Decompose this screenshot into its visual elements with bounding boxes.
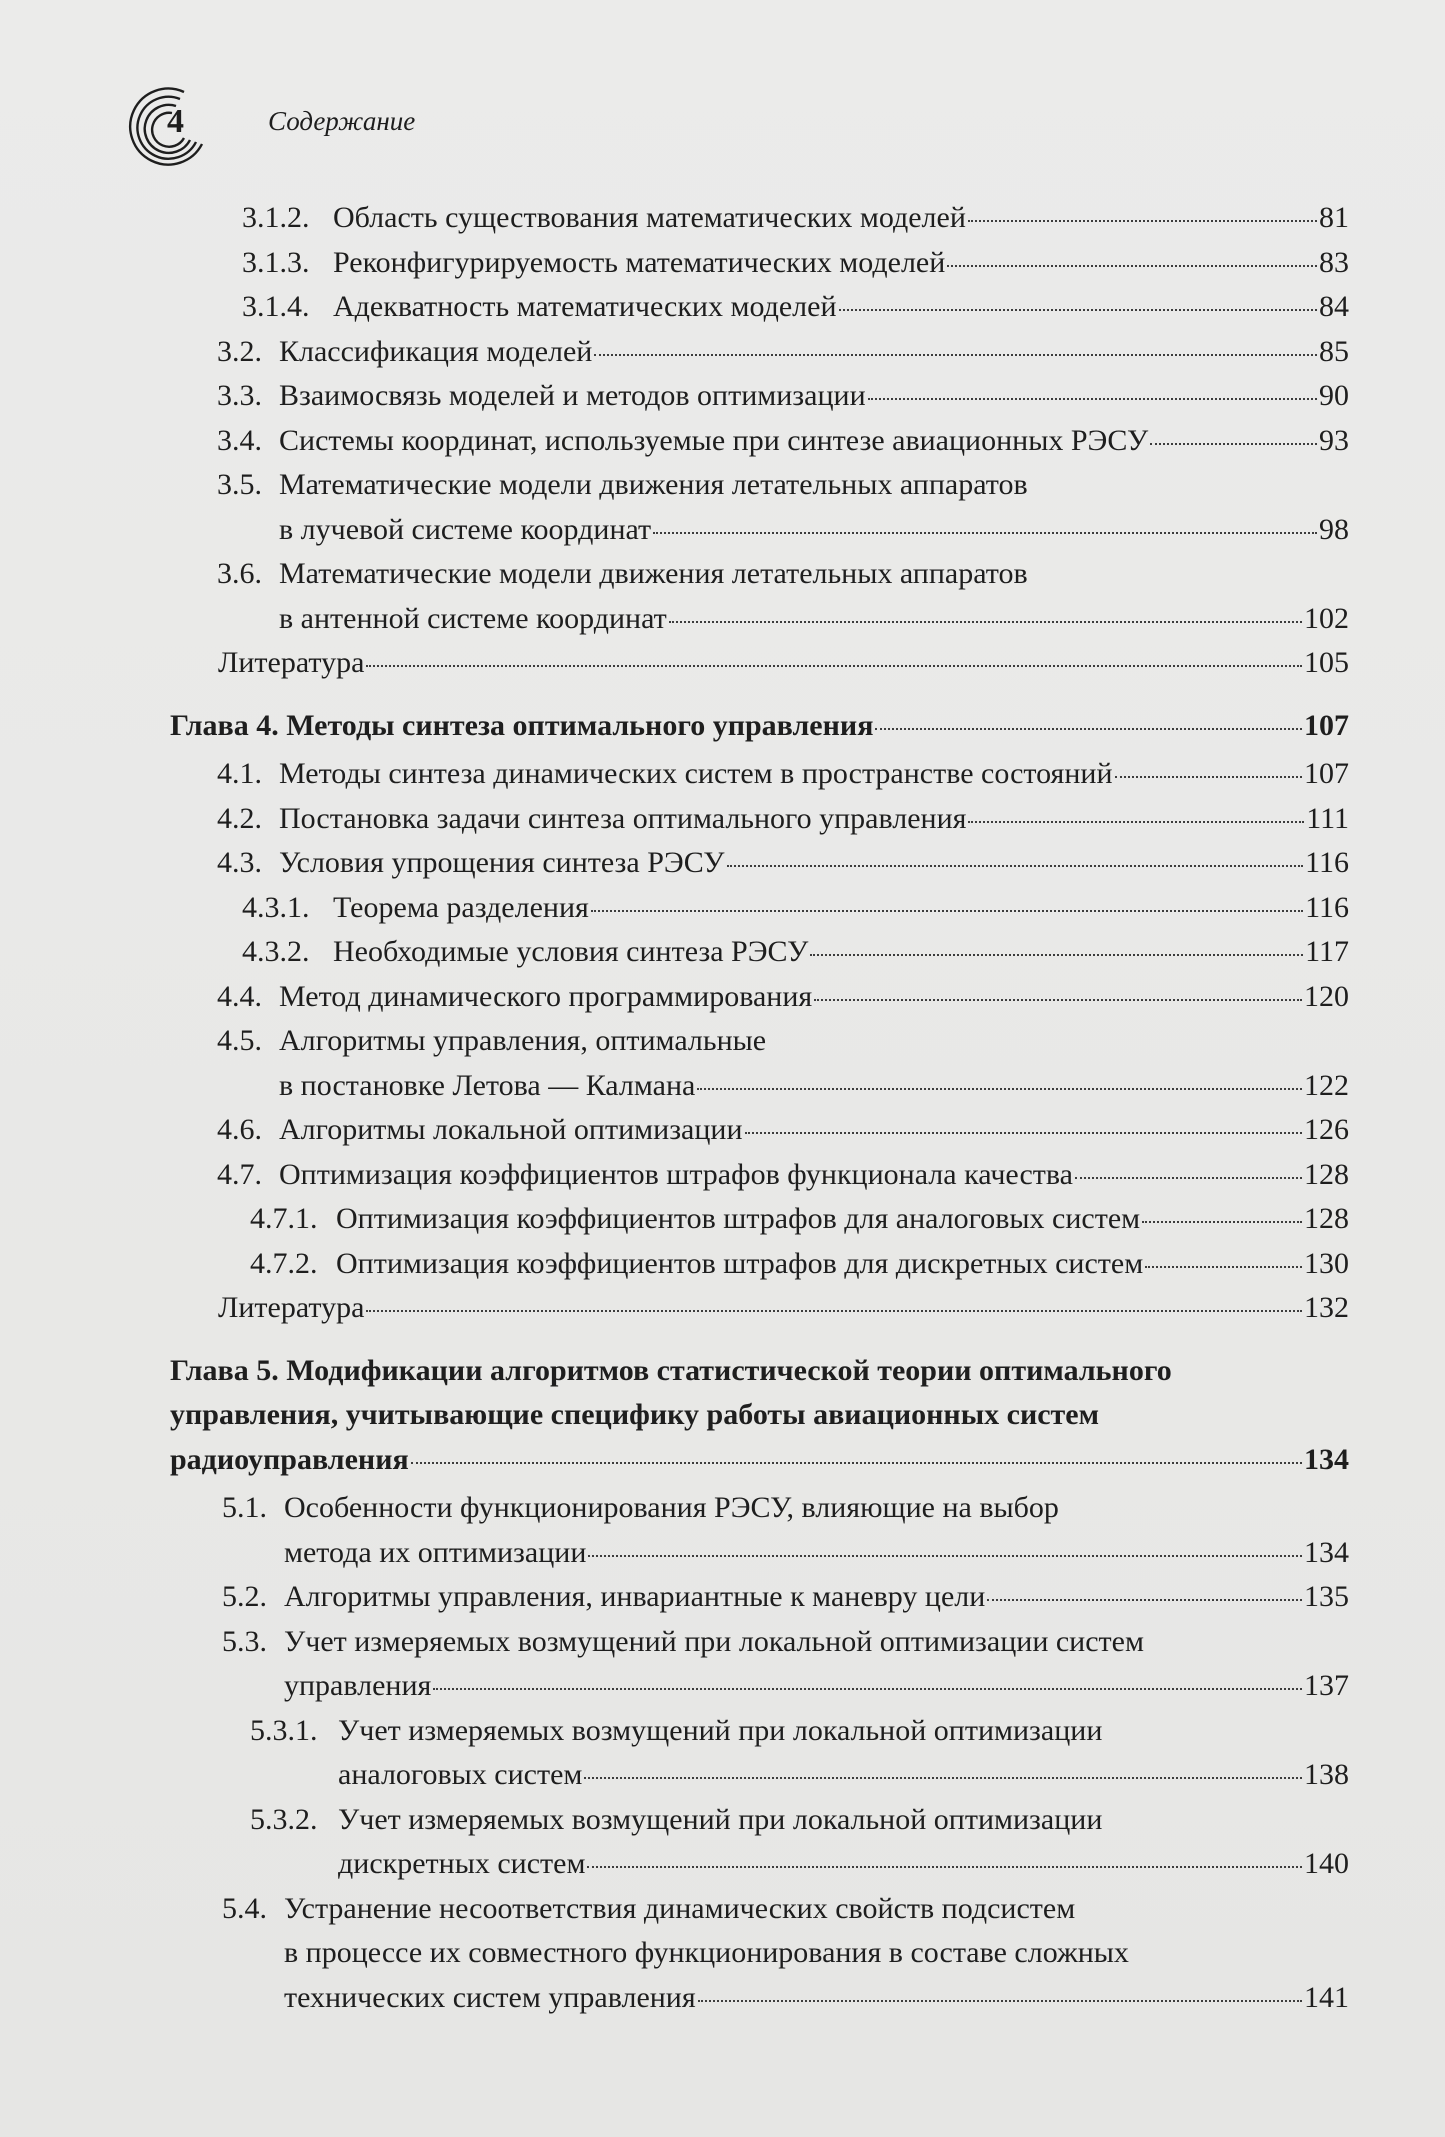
toc-title: Постановка задачи синтеза оптимального управления <box>279 801 967 835</box>
toc-title: Системы координат, используемые при синтезе авиационных РЭСУ <box>279 423 1149 457</box>
running-head: Содержание <box>268 106 416 136</box>
toc-entry <box>0 752 1445 797</box>
toc-title: аналоговых систем <box>338 1758 583 1791</box>
toc-entry <box>0 641 1445 686</box>
toc-line <box>0 1753 1349 1798</box>
toc-title: Особенности функционирования РЭСУ, влияющие на выбор <box>284 1491 1059 1524</box>
dot-leader <box>653 508 1317 534</box>
toc-line <box>0 975 1349 1020</box>
toc-page-number: 102 <box>1304 601 1349 635</box>
toc-line <box>0 1842 1349 1887</box>
toc-line <box>0 241 1349 286</box>
toc-entry <box>0 374 1445 419</box>
toc-page-number: 98 <box>1319 512 1349 546</box>
toc-page-number: 90 <box>1319 379 1349 412</box>
page-number: 4 <box>167 103 184 140</box>
toc-title: Алгоритмы управления, инвариантные к маневру цели <box>284 1580 986 1613</box>
toc-entry <box>0 285 1445 330</box>
dot-leader <box>875 704 1302 730</box>
toc-page-number: 138 <box>1304 1758 1349 1791</box>
toc-page-number: 120 <box>1304 979 1349 1013</box>
toc-title: Глава 5. Модификации алгоритмов статистической теории оптимального <box>170 1353 1172 1387</box>
toc-line <box>0 552 1445 597</box>
toc-entry <box>0 1798 1445 1887</box>
toc-line <box>0 330 1349 375</box>
dot-leader <box>968 797 1304 823</box>
toc-entry <box>0 1197 1445 1242</box>
dot-leader <box>433 1664 1302 1690</box>
toc-title: Алгоритмы локальной оптимизации <box>279 1113 743 1146</box>
toc-number: 4.5. <box>217 1024 262 1057</box>
toc-number: 4.4. <box>217 979 262 1013</box>
toc-number: 3.1.3. <box>242 245 310 279</box>
toc-page-number: 117 <box>1305 935 1349 968</box>
toc-title: в лучевой системе координат <box>279 512 652 546</box>
toc-number: 4.3.1. <box>242 890 310 924</box>
toc-number: 4.3.2. <box>242 935 310 968</box>
toc-title: Оптимизация коэффициентов штрафов для аналоговых систем <box>336 1202 1141 1235</box>
dot-leader <box>1075 1153 1302 1179</box>
toc-page-number: 126 <box>1304 1113 1349 1146</box>
toc-line <box>0 704 1349 749</box>
toc-title: Взаимосвязь моделей и методов оптимизации <box>279 379 866 412</box>
toc-page-number: 107 <box>1304 757 1349 790</box>
toc-page-number: 128 <box>1304 1202 1349 1235</box>
toc-line <box>0 1709 1445 1754</box>
toc-entry <box>0 841 1445 886</box>
toc-title: Классификация моделей <box>279 334 593 368</box>
toc-page-number: 134 <box>1304 1535 1349 1569</box>
toc-line <box>0 285 1349 330</box>
toc-number: 3.2. <box>217 334 262 368</box>
toc-entry <box>0 1286 1445 1331</box>
toc-line <box>0 1620 1445 1665</box>
toc-page-number: 83 <box>1319 245 1349 279</box>
toc-entry <box>0 1887 1445 2021</box>
dot-leader <box>366 1286 1302 1312</box>
toc-title: Метод динамического программирования <box>279 979 813 1013</box>
toc-number: 4.7.2. <box>250 1246 318 1280</box>
dot-leader <box>591 886 1303 912</box>
toc-line <box>0 1664 1349 1709</box>
dot-leader <box>1115 752 1302 778</box>
dot-leader <box>411 1438 1302 1464</box>
dot-leader <box>745 1108 1302 1134</box>
toc-page-number: 111 <box>1306 801 1349 835</box>
toc-page-number: 85 <box>1319 334 1349 368</box>
toc-number: 4.7. <box>217 1157 262 1191</box>
toc-title: Алгоритмы управления, оптимальные <box>279 1024 767 1057</box>
toc-entry <box>0 241 1445 286</box>
toc-title: Математические модели движения летательных аппаратов <box>279 557 1028 590</box>
toc-line <box>0 797 1349 842</box>
dot-leader <box>366 641 1302 667</box>
toc-page-number: 134 <box>1304 1442 1349 1476</box>
toc-title: Устранение несоответствия динамических свойств подсистем <box>284 1891 1076 1925</box>
toc-title: Условия упрощения синтеза РЭСУ <box>279 846 725 879</box>
toc-line <box>0 1976 1349 2021</box>
toc-page-number: 107 <box>1304 708 1349 742</box>
toc-line <box>0 1242 1349 1287</box>
dot-leader <box>588 1531 1302 1557</box>
toc-line <box>0 1197 1349 1242</box>
dot-leader <box>1150 419 1317 445</box>
toc-page-number: 116 <box>1305 846 1349 879</box>
toc-title: Математические модели движения летательных аппаратов <box>279 468 1028 501</box>
toc-page-number: 141 <box>1304 1980 1349 2014</box>
toc-entry <box>0 1709 1445 1798</box>
toc-title: Адекватность математических моделей <box>333 290 837 323</box>
toc-line <box>0 508 1349 553</box>
toc-title: в постановке Летова — Калмана <box>279 1068 696 1102</box>
toc-title: управления, учитывающие специфику работы авиационных систем <box>170 1398 1100 1431</box>
toc-chapter <box>0 704 1445 749</box>
toc-number: 4.3. <box>217 846 262 879</box>
toc-title: технических систем управления <box>284 1980 696 2014</box>
toc-entry <box>0 1108 1445 1153</box>
toc-page-number: 130 <box>1304 1246 1349 1280</box>
toc-line <box>0 1349 1445 1394</box>
dot-leader <box>698 1976 1302 2002</box>
dot-leader <box>810 930 1303 956</box>
toc-entry <box>0 463 1445 552</box>
toc-line <box>0 641 1349 686</box>
toc-number: 5.3.1. <box>250 1713 318 1747</box>
toc-page-number: 116 <box>1305 890 1349 924</box>
toc-number: 5.1. <box>222 1491 267 1524</box>
toc-entry <box>0 1153 1445 1198</box>
dot-leader <box>1145 1242 1302 1268</box>
toc-page-number: 135 <box>1304 1580 1349 1613</box>
toc-entry <box>0 330 1445 375</box>
toc-page-number: 137 <box>1304 1669 1349 1702</box>
toc-title: метода их оптимизации <box>284 1535 587 1569</box>
toc-title: в процессе их совместного функционирования в составе сложных <box>284 1936 1129 1969</box>
toc-number: 5.2. <box>222 1580 267 1613</box>
toc-line <box>0 1108 1349 1153</box>
dot-leader <box>584 1753 1302 1779</box>
toc-title: Оптимизация коэффициентов штрафов для дискретных систем <box>336 1246 1144 1280</box>
toc-page-number: 84 <box>1319 290 1349 323</box>
toc-line <box>0 1575 1349 1620</box>
dot-leader <box>947 241 1317 267</box>
toc-number: 3.4. <box>217 423 262 457</box>
toc-line <box>0 1393 1445 1438</box>
toc-entry <box>0 930 1445 975</box>
dot-leader <box>697 1064 1302 1090</box>
toc-number: 3.5. <box>217 468 262 501</box>
toc-line <box>0 841 1349 886</box>
toc-line <box>0 886 1349 931</box>
toc-line <box>0 1286 1349 1331</box>
toc-title: Литература <box>218 646 365 679</box>
toc-entry <box>0 886 1445 931</box>
toc-title: Учет измеряемых возмущений при локальной оптимизации систем <box>284 1624 1144 1658</box>
toc-number: 3.1.2. <box>242 201 310 234</box>
toc-entry <box>0 975 1445 1020</box>
toc-title: в антенной системе координат <box>279 601 667 635</box>
toc-line <box>0 752 1349 797</box>
toc-title: Реконфигурируемость математических моделей <box>333 245 946 279</box>
dot-leader <box>968 196 1317 222</box>
toc-title: Учет измеряемых возмущений при локальной оптимизации <box>338 1802 1103 1836</box>
toc-line <box>0 1531 1349 1576</box>
toc-entry <box>0 552 1445 641</box>
toc-number: 4.2. <box>217 801 262 835</box>
toc-page-number: 140 <box>1304 1847 1349 1880</box>
toc-entry <box>0 1486 1445 1575</box>
table-of-contents <box>0 196 1445 2020</box>
dot-leader <box>727 841 1304 867</box>
toc-line <box>0 1153 1349 1198</box>
toc-chapter <box>0 1349 1445 1483</box>
dot-leader <box>987 1575 1302 1601</box>
toc-title: Область существования математических моделей <box>333 201 966 234</box>
toc-line <box>0 419 1349 464</box>
toc-line <box>0 463 1445 508</box>
toc-line <box>0 1438 1349 1483</box>
toc-page-number: 132 <box>1304 1291 1349 1324</box>
toc-title: управления <box>284 1669 432 1702</box>
dot-leader <box>669 597 1302 623</box>
toc-page-number: 81 <box>1319 201 1349 234</box>
dot-leader <box>594 330 1317 356</box>
toc-title: Глава 4. Методы синтеза оптимального управления <box>170 708 874 742</box>
toc-line <box>0 1798 1445 1843</box>
toc-line <box>0 930 1349 975</box>
toc-number: 3.3. <box>217 379 262 412</box>
toc-number: 3.6. <box>217 557 262 590</box>
toc-title: Учет измеряемых возмущений при локальной оптимизации <box>338 1713 1103 1747</box>
toc-title: радиоуправления <box>170 1442 409 1476</box>
toc-page-number: 93 <box>1319 423 1349 457</box>
toc-line <box>0 1019 1445 1064</box>
toc-title: дискретных систем <box>338 1847 586 1880</box>
toc-entry <box>0 196 1445 241</box>
toc-title: Литература <box>218 1291 365 1324</box>
toc-number: 5.3.2. <box>250 1802 318 1836</box>
toc-number: 5.4. <box>222 1891 267 1925</box>
toc-page-number: 105 <box>1304 646 1349 679</box>
toc-entry <box>0 1242 1445 1287</box>
toc-line <box>0 597 1349 642</box>
toc-line <box>0 196 1349 241</box>
toc-title: Оптимизация коэффициентов штрафов функционала качества <box>279 1157 1073 1191</box>
toc-entry <box>0 1019 1445 1108</box>
toc-page-number: 122 <box>1304 1068 1349 1102</box>
toc-title: Теорема разделения <box>333 890 589 924</box>
toc-line <box>0 1887 1445 1932</box>
toc-entry <box>0 1620 1445 1709</box>
toc-number: 4.1. <box>217 757 262 790</box>
toc-title: Необходимые условия синтеза РЭСУ <box>333 935 809 968</box>
dot-leader <box>814 975 1302 1001</box>
dot-leader <box>868 374 1317 400</box>
toc-number: 4.7.1. <box>250 1202 318 1235</box>
toc-number: 3.1.4. <box>242 290 310 323</box>
toc-number: 4.6. <box>217 1113 262 1146</box>
dot-leader <box>1142 1197 1302 1223</box>
toc-entry <box>0 797 1445 842</box>
toc-number: 5.3. <box>222 1624 267 1658</box>
toc-page-number: 128 <box>1304 1157 1349 1191</box>
toc-line <box>0 1486 1445 1531</box>
toc-entry <box>0 419 1445 464</box>
toc-line <box>0 1064 1349 1109</box>
toc-entry <box>0 1575 1445 1620</box>
toc-line <box>0 1931 1445 1976</box>
toc-line <box>0 374 1349 419</box>
dot-leader <box>839 285 1317 311</box>
toc-title: Методы синтеза динамических систем в пространстве состояний <box>279 757 1113 790</box>
dot-leader <box>587 1842 1302 1868</box>
